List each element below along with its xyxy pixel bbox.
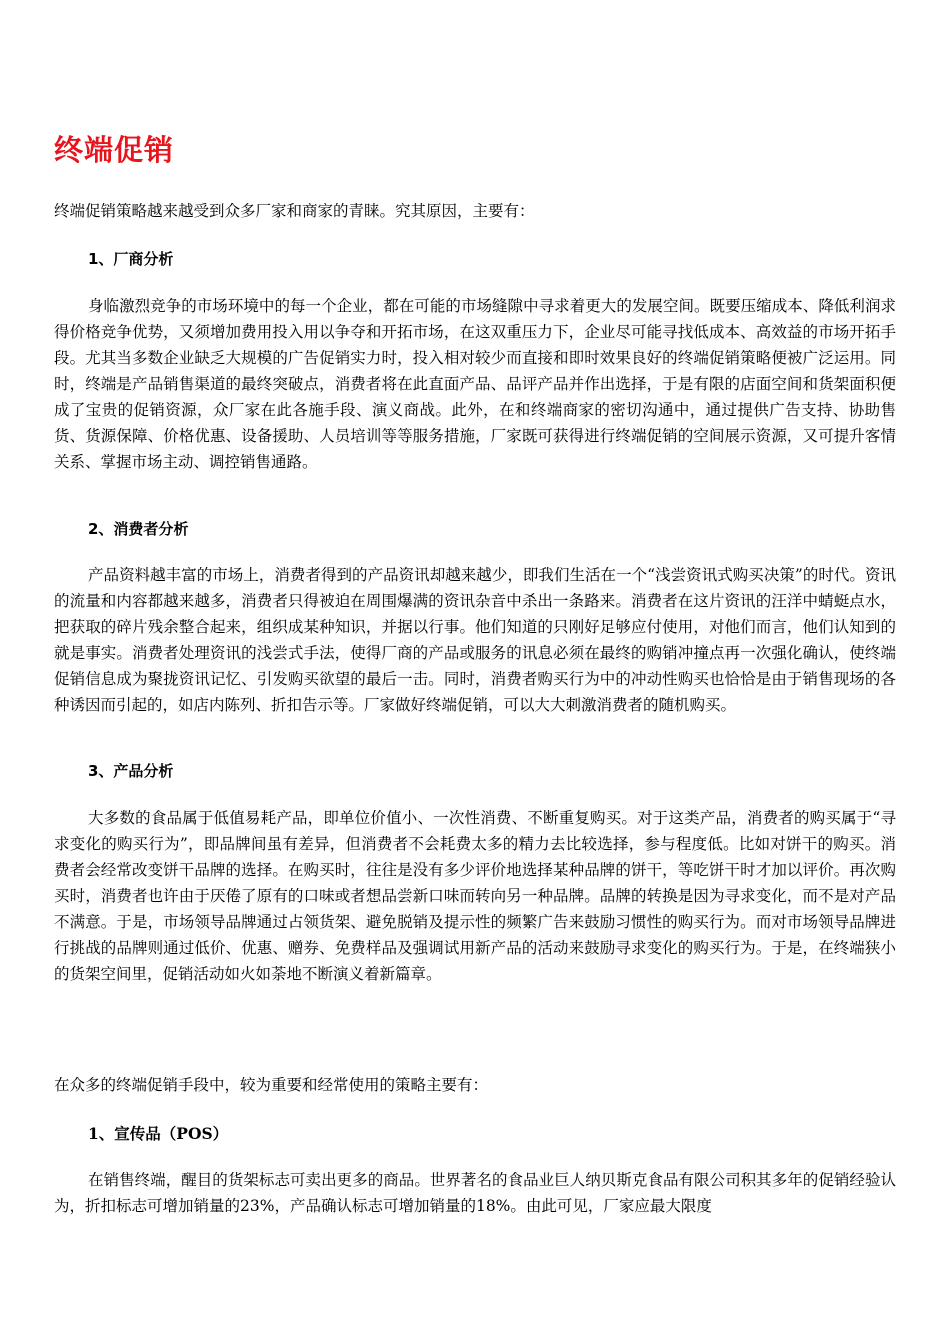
section-heading-manufacturer: 1、厂商分析 xyxy=(88,250,174,268)
strategy-body-pos: 在销售终端，醒目的货架标志可卖出更多的商品。世界著名的食品业巨人纳贝斯克食品有限公司积其多年的促销经验认为，折扣标志可增加销量的23%，产品确认标志可增加销量的18%。由此可见，厂家应最大限度 xyxy=(54,1171,896,1215)
section-heading-consumer: 2、消费者分析 xyxy=(88,520,189,538)
strategy-intro-paragraph: 在众多的终端促销手段中，较为重要和经常使用的策略主要有： xyxy=(54,1076,489,1094)
section-heading-product: 3、产品分析 xyxy=(88,762,174,780)
strategy-heading-pos: 1、宣传品（POS） xyxy=(88,1124,229,1143)
section-body-manufacturer: 身临激烈竞争的市场环境中的每一个企业，都在可能的市场缝隙中寻求着更大的发展空间。既要压缩成本、降低利润求得价格竞争优势，又须增加费用投入用以争夺和开拓市场，在这双重压力下，企业尽可能寻找低成本、高效益的市场开拓手段。尤其当多数企业缺乏大规模的广告促销实力时，投入相对较少而直接和即时效果良好的终端促销策略便被广泛运用。同时，终端是产品销售渠道的最终突破点，消费者将在此直面产品、品评产品并作出选择，于是有限的店面空间和货架面积便成了宝贵的促销资源，众厂家在此各施手段、演义商战。此外，在和终端商家的密切沟通中，通过提供广告支持、协助售货、货源保障、价格优惠、设备援助、人员培训等等服务措施，厂家既可获得进行终端促销的空间展示资源，又可提升客情关系、掌握市场主动、调控销售通路。 xyxy=(54,297,896,471)
section-body-consumer: 产品资料越丰富的市场上，消费者得到的产品资讯却越来越少，即我们生活在一个“浅尝资讯式购买决策”的时代。资讯的流量和内容都越来越多，消费者只得被迫在周围爆满的资讯杂音中杀出一条路来。消费者在这片资讯的汪洋中蜻蜓点水，把获取的碎片残余整合起来，组织成某种知识，并据以行事。他们知道的只刚好足够应付使用，对他们而言，他们认知到的就是事实。消费者处理资讯的浅尝式手法，使得厂商的产品或服务的讯息必须在最终的购销冲撞点再一次强化确认，使终端促销信息成为聚拢资讯记忆、引发购买欲望的最后一击。同时，消费者购买行为中的冲动性购买也恰恰是由于销售现场的各种诱因而引起的，如店内陈列、折扣告示等。厂家做好终端促销，可以大大刺激消费者的随机购买。 xyxy=(54,566,896,714)
section-body-product: 大多数的食品属于低值易耗产品，即单位价值小、一次性消费、不断重复购买。对于这类产品，消费者的购买属于“寻求变化的购买行为”，即品牌间虽有差异，但消费者不会耗费太多的精力去比较选择，参与程度低。比如对饼干的购买。消费者会经常改变饼干品牌的选择。在购买时，往往是没有多少评价地选择某种品牌的饼干，等吃饼干时才加以评价。再次购买时，消费者也许由于厌倦了原有的口味或者想品尝新口味而转向另一种品牌。品牌的转换是因为寻求变化，而不是对产品不满意。于是，市场领导品牌通过占领货架、避免脱销及提示性的频繁广告来鼓励习惯性的购买行为。而对市场领导品牌进行挑战的品牌则通过低价、优惠、赠券、免费样品及强调试用新产品的活动来鼓励寻求变化的购买行为。于是，在终端狭小的货架空间里，促销活动如火如荼地不断演义着新篇章。 xyxy=(54,809,896,983)
page-title: 终端促销 xyxy=(54,133,175,167)
intro-paragraph: 终端促销策略越来越受到众多厂家和商家的青睐。究其原因，主要有： xyxy=(54,202,535,220)
